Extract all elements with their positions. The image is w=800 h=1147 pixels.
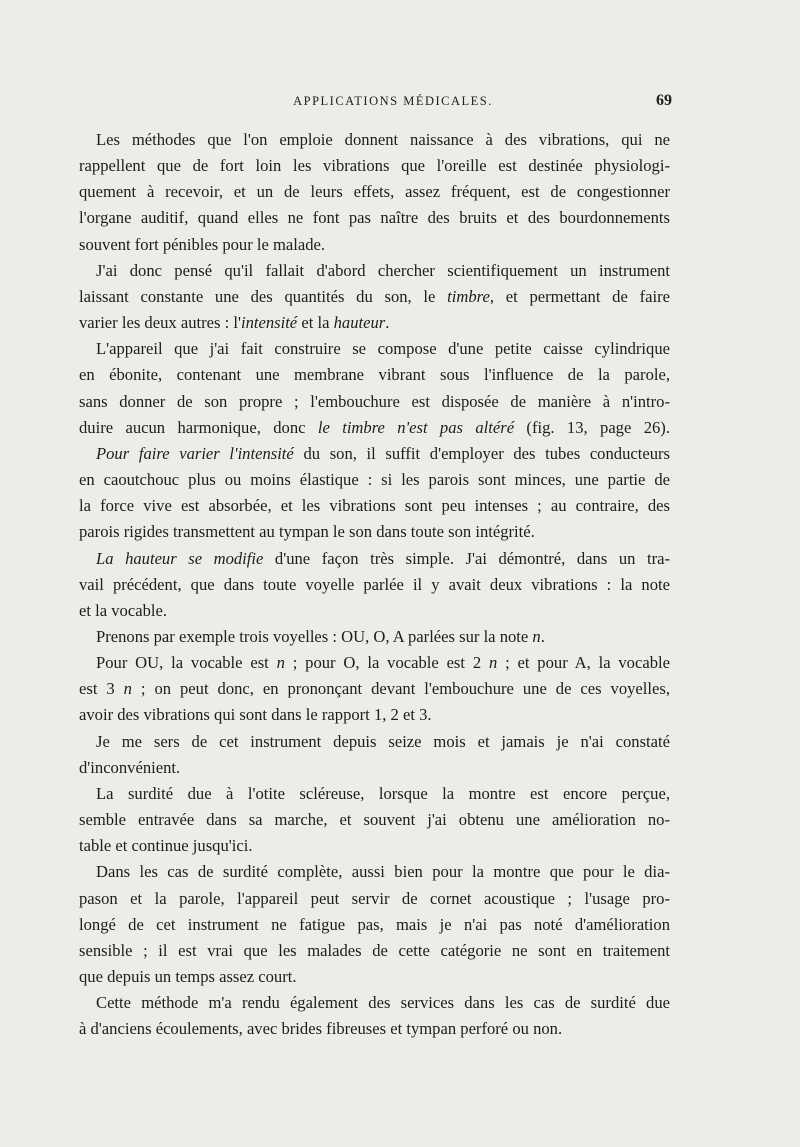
text-line: laissant constante une des quantités du son, le timbre, et permettant de faire xyxy=(79,286,670,306)
text-line: Pour OU, la vocable est n ; pour O, la vocable est 2 n ; et pour A, la vocable xyxy=(96,653,670,673)
body-text xyxy=(79,127,670,1042)
emphasis-pour-faire-varier: Pour faire varier l'intensité xyxy=(96,443,294,463)
paragraph-7 xyxy=(79,650,670,728)
paragraph-6 xyxy=(79,624,670,650)
emphasis-hauteur-se-modifie: La hauteur se modifie xyxy=(96,548,264,568)
page-header xyxy=(78,90,672,114)
text-line: longé de cet instrument ne fatigue pas, mais je n'ai pas noté d'amélioration xyxy=(79,914,670,934)
text-line: L'appareil que j'ai fait construire se compose d'une petite caisse cylindrique xyxy=(96,339,670,359)
paragraph-9 xyxy=(79,781,670,859)
text-line: d'inconvénient. xyxy=(79,757,181,777)
text-line: sensible ; il est vrai que les malades de cette catégorie ne sont en traitement xyxy=(79,940,670,960)
text-line: l'organe auditif, quand elles ne font pas naître des bruits et des bourdonnements xyxy=(79,208,670,228)
text-line: Je me sers de cet instrument depuis seize mois et jamais je n'ai constaté xyxy=(96,731,670,751)
text-line: la force vive est absorbée, et les vibrations sont peu intenses ; au contraire, des xyxy=(79,496,670,516)
emphasis-intensite: intensité xyxy=(240,313,298,333)
text-line: Pour faire varier l'intensité du son, il suffit d'employer des tubes conducteurs xyxy=(96,443,670,463)
text-line: La surdité due à l'otite scléreuse, lorsque la montre est encore perçue, xyxy=(96,783,670,803)
text-line: Dans les cas de surdité complète, aussi bien pour la montre que pour le dia- xyxy=(96,862,670,882)
text-line: et la vocable. xyxy=(79,600,167,620)
text-line: que depuis un temps assez court. xyxy=(79,967,297,986)
text-line: en ébonite, contenant une membrane vibrant sous l'influence de la parole, xyxy=(79,365,670,385)
text-line: rappellent que de fort loin les vibrations que l'oreille est destinée physiologi- xyxy=(79,156,670,176)
paragraph-1 xyxy=(79,127,670,258)
emphasis-hauteur: hauteur xyxy=(333,313,386,333)
text-line: Les méthodes que l'on emploie donnent naissance à des vibrations, qui ne xyxy=(96,130,670,149)
text-line: est 3 n ; on peut donc, en prononçant devant l'embouchure une de ces voyelles, xyxy=(79,679,670,699)
text-line: semble entravée dans sa marche, et souvent j'ai obtenu une amélioration no- xyxy=(79,810,670,830)
text-line: La hauteur se modifie d'une façon très simple. J'ai démontré, dans un tra- xyxy=(96,548,670,568)
text-line: varier les deux autres : l'intensité et la hauteur. xyxy=(79,313,390,333)
emphasis-timbre-non-altere: le timbre n'est pas altéré xyxy=(317,417,515,437)
paragraph-2 xyxy=(79,258,670,336)
text-line: pason et la parole, l'appareil peut servir de cornet acoustique ; l'usage pro- xyxy=(79,888,670,908)
paragraph-4 xyxy=(79,441,670,546)
text-line: table et continue jusqu'ici. xyxy=(79,836,253,856)
text-line: en caoutchouc plus ou moins élastique : si les parois sont minces, une partie de xyxy=(79,470,670,490)
text-line: J'ai donc pensé qu'il fallait d'abord chercher scientifiquement un instrument xyxy=(96,260,670,280)
text-line: à d'anciens écoulements, avec brides fibreuses et tympan perforé ou non. xyxy=(79,1019,563,1039)
running-title: APPLICATIONS MÉDICALES. xyxy=(293,94,493,108)
paragraph-10 xyxy=(79,859,670,990)
paragraph-11 xyxy=(79,990,670,1042)
text-line: souvent fort pénibles pour le malade. xyxy=(79,234,326,254)
text-line: avoir des vibrations qui sont dans le rapport 1, 2 et 3. xyxy=(79,705,432,725)
page-number: 69 xyxy=(656,92,672,109)
text-line: sans donner de son propre ; l'embouchure est disposée de manière à n'intro- xyxy=(79,391,670,411)
emphasis-timbre: timbre xyxy=(447,286,490,306)
text-line: Cette méthode m'a rendu également des services dans les cas de surdité due xyxy=(96,993,670,1013)
paragraph-8 xyxy=(79,729,670,781)
paragraph-3 xyxy=(79,336,670,441)
text-line: duire aucun harmonique, donc le timbre n'est pas altéré (fig. 13, page 26). xyxy=(79,417,670,437)
text-line: parois rigides transmettent au tympan le son dans toute son intégrité. xyxy=(79,522,535,542)
text-line: quement à recevoir, et un de leurs effets, assez fréquent, est de congestionner xyxy=(79,182,670,202)
paragraph-5 xyxy=(79,546,670,624)
text-line: Prenons par exemple trois voyelles : OU, O, A parlées sur la note n. xyxy=(96,626,545,646)
text-line: vail précédent, que dans toute voyelle parlée il y avait deux vibrations : la note xyxy=(79,574,670,594)
